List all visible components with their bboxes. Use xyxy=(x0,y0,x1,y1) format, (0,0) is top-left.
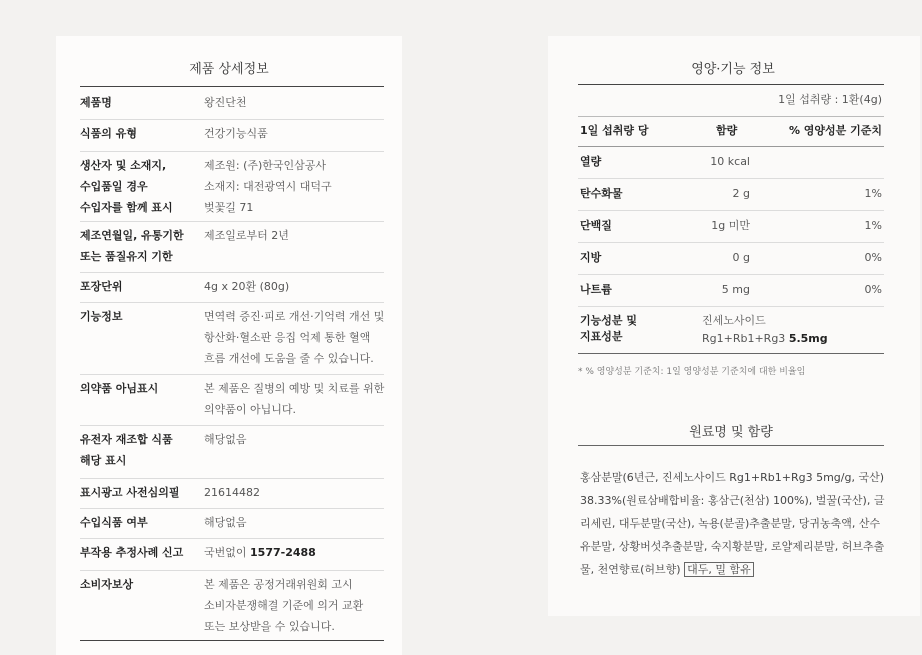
row-divider xyxy=(80,151,384,152)
info-row-value: 국번없이 1577-2488 xyxy=(204,546,316,559)
row-divider xyxy=(80,478,384,479)
nutrition-header-col3: % 영양성분 기준치 xyxy=(788,124,882,137)
nutrient-name: 열량 xyxy=(580,155,602,168)
top-rule xyxy=(80,86,384,87)
functional-line2: Rg1+Rb1+Rg3 5.5mg xyxy=(702,332,828,345)
ingredients-text: 홍삼분말(6년근, 진세노사이드 Rg1+Rb1+Rg3 5mg/g, 국산) 38.33%(원료삼배합비율: 홍삼근(천삼) 100%), 벌꿀(국산), 글리세린, 대두분말(국산), 녹용(분골)추출분말, 당귀농축액, 산수유분말, 상황버섯추출분말, 숙지황분말, 로얄제리분말, 허브추출물, 천연향료(허브향) 대두, 밀 함유 xyxy=(580,471,885,576)
serving-rule xyxy=(578,116,884,117)
nutrition-header-col1: 1일 섭취량 당 xyxy=(580,124,649,137)
nutrient-percent: 1% xyxy=(864,219,882,232)
row-divider xyxy=(80,640,384,641)
row-divider xyxy=(80,570,384,571)
nutrient-divider xyxy=(578,242,884,243)
nutrient-divider xyxy=(578,178,884,179)
product-info-title: 제품 상세정보 xyxy=(189,62,269,77)
info-row-value: 제조일로부터 2년 xyxy=(204,229,289,242)
info-row-label: 제품명 xyxy=(80,96,112,109)
info-row-value: 해당없음 xyxy=(204,516,247,529)
row-divider xyxy=(80,425,384,426)
ingredients-rule xyxy=(578,445,884,446)
nutrient-amount: 5 mg xyxy=(721,283,750,296)
info-row-label: 의약품 아님표시 xyxy=(80,382,159,395)
info-row-value: 21614482 xyxy=(204,486,260,499)
nutrient-divider xyxy=(578,306,884,307)
functional-label: 기능성분 및 지표성분 xyxy=(580,314,637,343)
nutrient-percent: 0% xyxy=(864,251,882,264)
info-row-value: 왕진단천 xyxy=(204,96,247,109)
nutrient-name: 나트륨 xyxy=(580,283,612,296)
nutrition-top-rule xyxy=(578,84,884,85)
row-divider xyxy=(80,508,384,509)
serving-size: 1일 섭취량 : 1환(4g) xyxy=(778,93,882,106)
ingredients-title: 원료명 및 함량 xyxy=(689,425,773,440)
info-row-label: 식품의 유형 xyxy=(80,127,137,140)
info-row-label: 기능정보 xyxy=(80,310,123,323)
info-row-label: 수입식품 여부 xyxy=(80,516,148,529)
info-row-label: 생산자 및 소재지, 수입품일 경우 수입자를 함께 표시 xyxy=(80,159,173,214)
row-divider xyxy=(80,374,384,375)
nutrient-amount: 2 g xyxy=(732,187,750,200)
info-row-label: 표시광고 사전심의필 xyxy=(80,486,180,499)
row-divider xyxy=(80,538,384,539)
nutrient-amount: 1g 미만 xyxy=(711,219,750,232)
info-row-value: 면역력 증진·피로 개선·기억력 개선 및 항산화·혈소판 응집 억제 통한 혈액 흐름 개선에 도움을 줄 수 있습니다. xyxy=(204,310,385,365)
info-row-value: 제조원: (주)한국인삼공사 소재지: 대전광역시 대덕구 벚꽃길 71 xyxy=(204,159,332,214)
info-row-value: 4g x 20환 (80g) xyxy=(204,280,290,293)
nutrition-footnote: * % 영양성분 기준치: 1일 영양성분 기준치에 대한 비율임 xyxy=(578,367,806,377)
header-rule xyxy=(578,146,884,147)
info-row-value: 본 제품은 공정거래위원회 고시 소비자분쟁해결 기준에 의거 교환 또는 보상받을 수 있습니다. xyxy=(204,578,364,633)
info-row-label: 포장단위 xyxy=(80,280,123,293)
nutrition-bottom-rule xyxy=(578,353,884,354)
nutrient-amount: 0 g xyxy=(732,251,750,264)
nutrition-header-col2: 함량 xyxy=(716,124,738,137)
info-row-value: 해당없음 xyxy=(204,433,247,446)
nutrient-percent: 1% xyxy=(864,187,882,200)
info-row-label: 소비자보상 xyxy=(80,578,134,591)
row-divider xyxy=(80,272,384,273)
info-row-label: 제조연월일, 유통기한 또는 품질유지 기한 xyxy=(80,229,184,263)
row-divider xyxy=(80,119,384,120)
info-row-value: 건강기능식품 xyxy=(204,127,268,140)
nutrient-amount: 10 kcal xyxy=(710,155,750,168)
nutrient-name: 단백질 xyxy=(580,219,612,232)
nutrient-percent: 0% xyxy=(864,283,882,296)
functional-line1: 진세노사이드 xyxy=(702,314,766,327)
row-divider xyxy=(80,302,384,303)
nutrient-name: 지방 xyxy=(580,251,602,264)
nutrition-title: 영양·기능 정보 xyxy=(691,62,775,77)
info-row-value: 본 제품은 질병의 예방 및 치료를 위한 의약품이 아닙니다. xyxy=(204,382,385,416)
allergen-box: 대두, 밀 함유 xyxy=(684,562,754,577)
nutrient-divider xyxy=(578,274,884,275)
info-row-label: 유전자 재조합 식품 해당 표시 xyxy=(80,433,173,467)
info-row-label: 부작용 추정사례 신고 xyxy=(80,546,184,559)
nutrient-divider xyxy=(578,210,884,211)
nutrient-name: 탄수화물 xyxy=(580,187,623,200)
row-divider xyxy=(80,221,384,222)
